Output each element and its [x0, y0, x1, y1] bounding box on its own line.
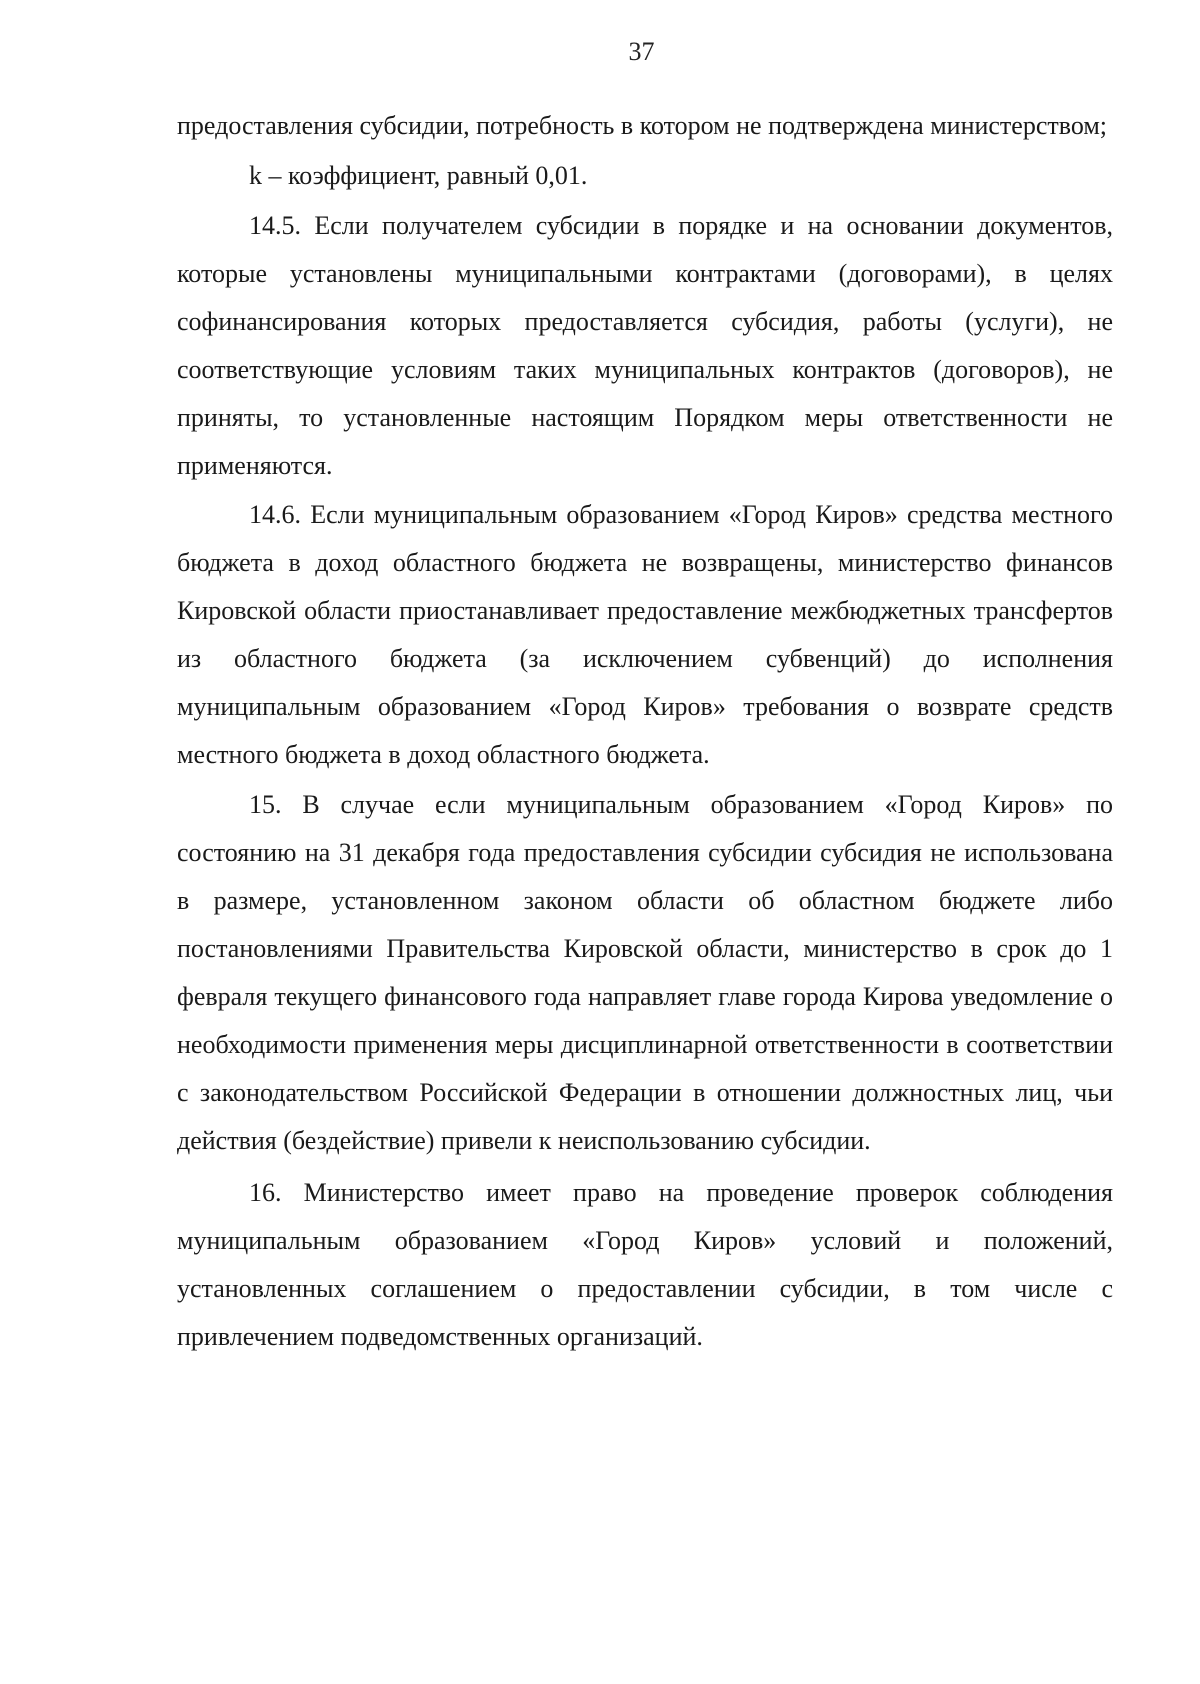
- paragraph-14-6: 14.6. Если муниципальным образованием «Город Киров» средства местного бюджета в доход областного бюджета не возвращены, министерство финансов Кировской области приостанавливает предоставление межбюджетных трансфертов из областного бюджета (за исключением субвенций) до исполнения муниципальным образованием «Город Киров» требования о возврате средств местного бюджета в доход областного бюджета.: [177, 500, 1113, 769]
- paragraph-coefficient: k – коэффициент, равный 0,01.: [249, 161, 588, 190]
- paragraph-16: 16. Министерство имеет право на проведение проверок соблюдения муниципальным образованием «Город Киров» условий и положений, установленных соглашением о предоставлении субсидии, в том числе с привлечением подведомственных организаций.: [177, 1178, 1113, 1351]
- paragraph-14-5: 14.5. Если получателем субсидии в порядке и на основании документов, которые установлены муниципальными контрактами (договорами), в целях софинансирования которых предоставляется субсидия, работы (услуги), не соответствующие условиям таких муниципальных контрактов (договоров), не приняты, то установленные настоящим Порядком меры ответственности не применяются.: [177, 211, 1113, 480]
- paragraph-continuation: предоставления субсидии, потребность в котором не подтверждена министерством;: [177, 111, 1108, 140]
- page-number: 37: [628, 37, 655, 66]
- paragraph-15: 15. В случае если муниципальным образованием «Город Киров» по состоянию на 31 декабря года предоставления субсидии субсидия не использована в размере, установленном законом области об областном бюджете либо постановлениями Правительства Кировской области, министерство в срок до 1 февраля текущего финансового года направляет главе города Кирова уведомление о необходимости применения меры дисциплинарной ответственности в соответствии с законодательством Российской Федерации в отношении должностных лиц, чьи действия (бездействие) привели к неиспользованию субсидии.: [177, 790, 1113, 1155]
- document-body: [177, 102, 1113, 1361]
